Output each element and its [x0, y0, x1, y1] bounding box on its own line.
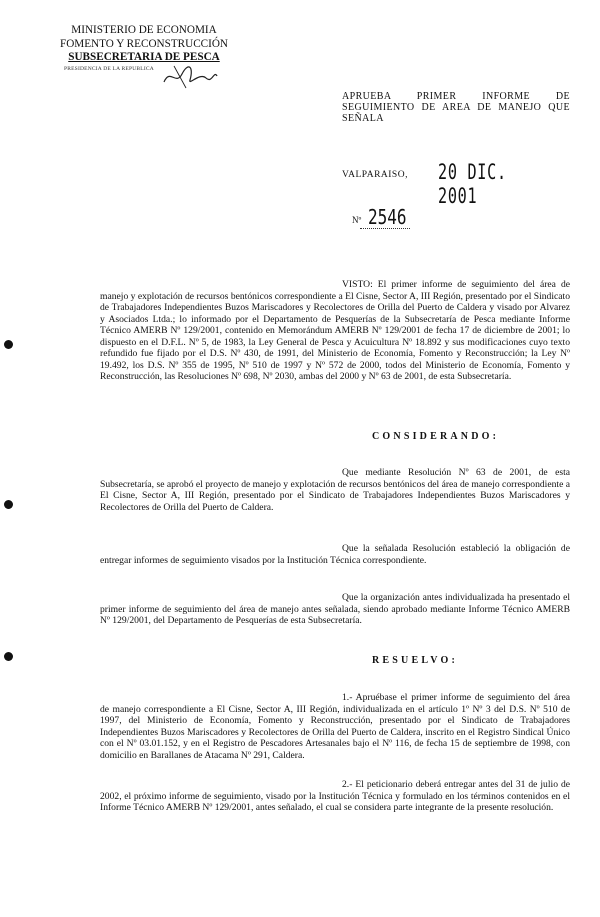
letterhead — [34, 24, 254, 73]
header-small-line: PRESIDENCIA DE LA REPUBLICA — [64, 65, 154, 72]
punch-hole — [4, 652, 13, 661]
signature-mark — [160, 62, 220, 90]
date-stamp: 20 DIC. 2001 — [438, 160, 507, 208]
ministry-name: MINISTERIO DE ECONOMIA — [71, 24, 217, 36]
resuelvo-item-2: 2.- El peticionario deberá entregar antes del 31 de julio de 2002, el próximo informe de seguimiento, visado por la Institución Técnica y formulado en los términos contenidos en el Informe Técnico AMERB Nº 129/2001, antes señalado, el cual se considera parte integrante de la presente resolución. — [100, 779, 570, 813]
document-subject: APRUEBA PRIMER INFORME DE SEGUIMIENTO DE AREA DE MANEJO QUE SEÑALA — [342, 91, 570, 124]
resuelvo-item-1: 1.- Apruébase el primer informe de seguimiento del área de manejo correspondiente a El Cisne, Sector A, III Región, individualizada en el artículo 1º Nº 3 del D.S. Nº 510 de 1997, del Ministerio de Economía, Fomento y Reconstrucción, presentado por el Sindicato de Trabajadores Independientes Buzos Mariscadores y Recolectores de Orilla del Puerto de Caldera, inscrito en el Registro Sindical Único con el Nº 03.01.152, y en el Registro de Pescadores Artesanales bajo el Nº 116, de fecha 15 de septiembre de 1998, con domicilio en Barallanes de Atacama Nº 291, Caldera. — [100, 692, 570, 761]
number-label: Nº — [352, 215, 362, 225]
considerando-heading: CONSIDERANDO: — [372, 431, 500, 442]
punch-hole — [4, 500, 13, 509]
punch-hole — [4, 340, 13, 349]
visto-paragraph: VISTO: El primer informe de seguimiento del área de manejo y explotación de recursos bentónicos correspondiente a El Cisne, Sector A, III Región, presentado por el Sindicato de Trabajadores Independientes Buzos Mariscadores y Recolectores de Orilla del Puerto de Caldera y visado por Alvarez y Asociados Ltda.; lo informado por el Departamento de Pesquerías de la Subsecretaría de Pesca mediante Informe Técnico AMERB Nº 129/2001, contenido en Memorándum AMERB Nº 129/2001 de fecha 17 de diciembre de 2001; lo dispuesto en el D.F.L. Nº 5, de 1983, la Ley General de Pesca y Acuicultura Nº 18.892 y sus modificaciones cuyo texto refundido fue fijado por el D.S. Nº 430, de 1991, del Ministerio de Economía, Fomento y Reconstrucción; la Ley Nº 19.492, los D.S. Nº 355 de 1995, Nº 510 de 1997 y Nº 572 de 2000, todos del Ministerio de Economía, Fomento y Reconstrucción, las Resoluciones Nº 698, Nº 2030, ambas del 2000 y Nº 63 de 2001, de esta Subsecretaría. — [100, 279, 570, 382]
considerando-paragraph-3: Que la organización antes individualizada ha presentado el primer informe de seguimiento del área de manejo antes señalada, siendo aprobado mediante Informe Técnico AMERB Nº 129/2001, del Departamento de Pesquerías de esta Subsecretaría. — [100, 592, 570, 626]
considerando-paragraph-1: Que mediante Resolución Nº 63 de 2001, de esta Subsecretaría, se aprobó el proyecto de manejo y explotación de recursos bentónicos del área de manejo correspondiente a El Cisne, Sector A, III Región, presentado por el Sindicato de Trabajadores Independientes Buzos Mariscadores y Recolectores de Orilla del Puerto de Caldera. — [100, 467, 570, 513]
subsecretaria-name: SUBSECRETARIA DE PESCA — [68, 51, 220, 63]
resolution-number: 2546 — [368, 205, 407, 229]
resuelvo-heading: RESUELVO: — [372, 655, 459, 666]
place-label: VALPARAISO, — [342, 170, 408, 180]
ministry-subtitle: FOMENTO Y RECONSTRUCCIÓN — [59, 37, 229, 50]
number-underline — [360, 228, 410, 229]
considerando-paragraph-2: Que la señalada Resolución estableció la obligación de entregar informes de seguimiento visados por la Institución Técnica correspondiente. — [100, 543, 570, 566]
